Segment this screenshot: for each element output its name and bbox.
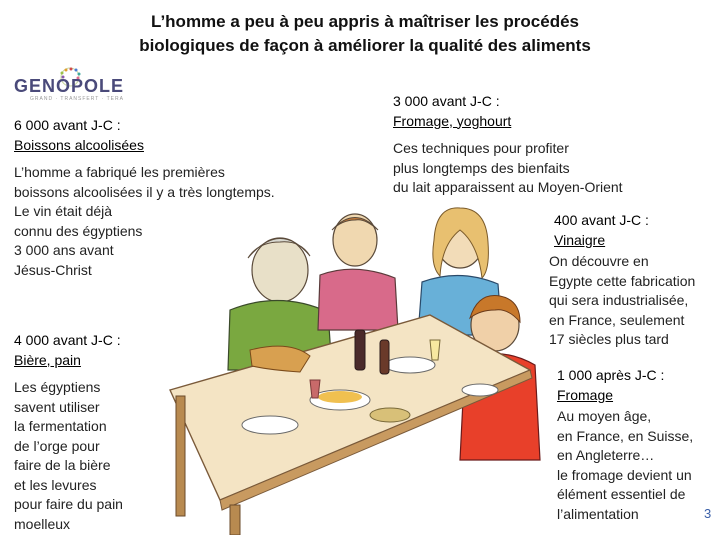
block-line: savent utiliser [14, 398, 100, 415]
block-line: pour faire du pain [14, 496, 123, 512]
block-line: en Angleterre… [557, 447, 655, 463]
block-line: moelleux [14, 515, 71, 532]
glass [430, 340, 440, 360]
block-subject: Boissons alcoolisées [14, 136, 144, 153]
slide-title [110, 10, 620, 58]
block-line: du lait apparaissent au Moyen-Orient [393, 179, 623, 195]
block-line: Les égyptiens [14, 379, 101, 395]
block-date: 400 avant J-C : [554, 212, 649, 228]
block-line: en France, en Suisse, [557, 427, 694, 444]
block-line: L’homme a fabriqué les premières [14, 164, 225, 180]
block-line: Ces techniques pour profiter [393, 140, 569, 156]
block-date: 1 000 après J-C : [557, 367, 665, 383]
block-subject: Bière, pain [14, 351, 81, 368]
block-line: élément essentiel de [557, 486, 686, 502]
block-date: 3 000 avant J-C : [393, 93, 500, 109]
block-line: en France, seulement [549, 311, 685, 328]
page-number: 3 [704, 506, 712, 521]
block-line: plus longtemps des bienfaits [393, 159, 570, 176]
block-line: Egypte cette fabrication [549, 272, 696, 289]
bottle [380, 340, 389, 374]
logo-tagline: GRAND · TRANSFERT · TERA [30, 96, 124, 102]
block-subject: Fromage, yoghourt [393, 112, 512, 129]
block-line: 3 000 ans avant [14, 242, 114, 258]
block-line: Le vin était déjà [14, 203, 113, 219]
block-line: le fromage devient un [557, 466, 692, 483]
genopole-logo [8, 66, 126, 106]
person-man-body [318, 269, 398, 330]
person-man-head [333, 214, 377, 266]
block-boissons-alcoolisees [14, 116, 275, 280]
block-fromage-yoghourt [393, 92, 623, 198]
block-line: la fermentation [14, 418, 107, 434]
logo-wordmark: GENOPOLE [14, 76, 125, 96]
title-line: biologiques de façon à améliorer la qualité des aliments [139, 36, 591, 55]
block-line: Au moyen âge, [557, 408, 652, 424]
bowl [462, 384, 498, 396]
block-line: qui sera industrialisée, [549, 292, 689, 308]
block-line: l’alimentation [557, 505, 639, 522]
cheese [318, 391, 362, 403]
block-line: Jésus-Christ [14, 261, 92, 278]
block-line: On découvre en [549, 253, 649, 269]
block-line: boissons alcoolisées il y a très longtemps. [14, 183, 275, 200]
block-line: 17 siècles plus tard [549, 331, 669, 347]
block-date: 4 000 avant J-C : [14, 332, 121, 348]
block-line: et les levures [14, 476, 97, 493]
plate [385, 357, 435, 373]
title-line: L’homme a peu à peu appris à maîtriser les procédés [151, 12, 579, 31]
glass [310, 380, 320, 398]
block-vinaigre [549, 211, 695, 350]
dish [370, 408, 410, 422]
table-leg [230, 505, 240, 535]
wine-bottle [355, 330, 365, 370]
block-line: connu des égyptiens [14, 222, 143, 239]
plate [242, 416, 298, 434]
block-date: 6 000 avant J-C : [14, 117, 121, 133]
block-subject: Fromage [557, 386, 614, 403]
block-line: de l’orge pour [14, 437, 100, 454]
table-leg [176, 396, 185, 516]
block-subject: Vinaigre [554, 231, 606, 248]
block-line: faire de la bière [14, 457, 111, 473]
block-fromage [557, 366, 693, 524]
block-biere-pain [14, 331, 123, 534]
